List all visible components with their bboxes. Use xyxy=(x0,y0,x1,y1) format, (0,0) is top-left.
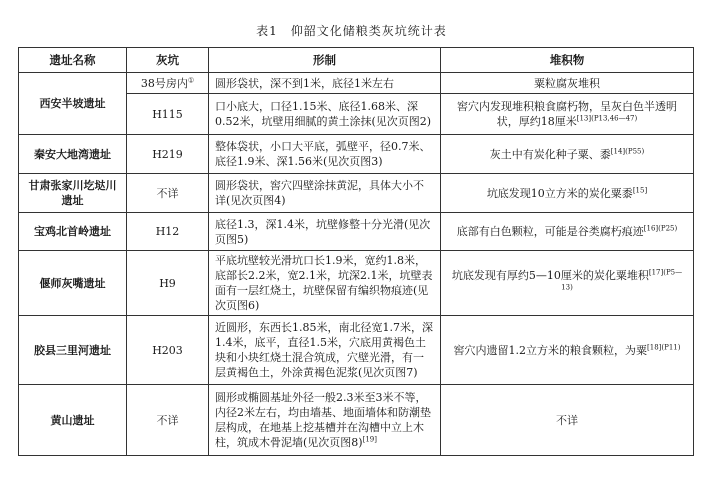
table-row xyxy=(19,251,694,316)
header-row xyxy=(19,48,694,73)
table-caption: 表1 仰韶文化储粮类灰坑统计表 xyxy=(256,24,447,38)
pit-cell: H12 xyxy=(127,213,209,251)
site-cell: 秦安大地湾遗址 xyxy=(19,135,127,174)
table-row xyxy=(19,213,694,251)
form-cell: 平底坑壁较光滑坑口长1.9米，宽约1.8米，底部长2.2米，宽2.1米，坑深2.1米，坑壁表面有一层红烧土，坑壁保留有编织物痕迹(见次页图6) xyxy=(209,251,441,316)
remains-cell: 不详 xyxy=(441,385,694,456)
citation: [18](P11) xyxy=(647,342,681,351)
pit-cell: 不详 xyxy=(127,174,209,213)
site-cell: 偃师灰嘴遗址 xyxy=(19,251,127,316)
form-cell xyxy=(209,385,441,456)
pit-cell: H9 xyxy=(127,251,209,316)
form-cell: 整体袋状，小口大平底，弧壁平，径0.7米、底径1.9米、深1.56米(见次页图3) xyxy=(209,135,441,174)
remains-text: 坑底发现有厚约5—10厘米的炭化粟堆积 xyxy=(451,269,649,282)
pit-cell: 不详 xyxy=(127,385,209,456)
header-remains: 堆积物 xyxy=(441,48,694,73)
site-cell xyxy=(19,73,127,135)
pit-note: ① xyxy=(187,75,195,84)
remains-text: 灰土中有炭化种子粟、黍 xyxy=(489,147,611,161)
form-text: 圆形或椭圆基址外径一般2.3米至3米不等，内径2米左右，均由墙基、地面墙体和防潮垫层构成，在地基上挖基槽并在沟槽中立上木柱，筑成木骨泥墙(见次页图8) xyxy=(215,391,431,449)
pit-cell: H219 xyxy=(127,135,209,174)
header-form: 形制 xyxy=(209,48,441,73)
table-row xyxy=(19,316,694,385)
citation: [16](P25) xyxy=(643,224,678,233)
grain-pit-table xyxy=(18,47,694,456)
table-row xyxy=(19,385,694,456)
table-row xyxy=(19,73,694,94)
remains-cell xyxy=(441,251,694,316)
citation: [17](P5—13) xyxy=(561,268,683,292)
remains-cell xyxy=(441,174,694,213)
citation: [15] xyxy=(632,185,648,194)
header-pit: 灰坑 xyxy=(127,48,209,73)
table-row xyxy=(19,174,694,213)
form-cell: 近圆形，东西长1.85米，南北径宽1.7米，深1.4米，底平，直径1.5米，穴底用黄褐色土块和小块红烧土混合筑成，穴壁光滑，有一层黄褐色土，外涂黄褐色泥浆(见次页图7) xyxy=(209,316,441,385)
remains-cell xyxy=(441,135,694,174)
remains-text: 窖穴内发现堆积粮食腐朽物，呈灰白色半透明状，厚约18厘米 xyxy=(457,100,677,128)
site-cell: 黄山遗址 xyxy=(19,385,127,456)
remains-cell xyxy=(441,94,694,135)
form-cell: 圆形袋状，窖穴四壁涂抹黄泥，具体大小不详(见次页图4) xyxy=(209,174,441,213)
pit-cell: H203 xyxy=(127,316,209,385)
remains-text: 粟粒腐灰堆积 xyxy=(534,76,600,90)
remains-cell xyxy=(441,73,694,94)
citation: [19] xyxy=(362,435,377,444)
form-cell: 底径1.3，深1.4米，坑壁修整十分光滑(见次页图5) xyxy=(209,213,441,251)
table-row xyxy=(19,135,694,174)
remains-text: 窖穴内遗留1.2立方米的粮食颗粒，为粟 xyxy=(453,343,648,357)
citation: [14](P55) xyxy=(610,146,645,155)
form-cell: 圆形袋状，深不到1米，底径1米左右 xyxy=(209,73,441,94)
site-name: 西安半坡遗址 xyxy=(39,97,106,110)
remains-text: 底部有白色颗粒，可能是谷类腐朽痕迹 xyxy=(456,225,644,238)
remains-cell xyxy=(441,213,694,251)
remains-text: 坑底发现10立方米的炭化粟黍 xyxy=(486,186,633,200)
header-site: 遗址名称 xyxy=(19,48,127,73)
pit-cell xyxy=(127,73,209,94)
site-cell: 胶县三里河遗址 xyxy=(19,316,127,385)
form-cell: 口小底大，口径1.15米、底径1.68米、深0.52米，坑壁用细腻的黄土涂抹(见次页图2) xyxy=(209,94,441,135)
site-cell: 宝鸡北首岭遗址 xyxy=(19,213,127,251)
citation: [13](P13,46—47) xyxy=(576,114,638,123)
pit-id: 38号房内 xyxy=(140,76,188,90)
site-cell: 甘肃张家川圪垯川遗址 xyxy=(19,174,127,213)
pit-cell: H115 xyxy=(127,94,209,135)
remains-cell xyxy=(441,316,694,385)
